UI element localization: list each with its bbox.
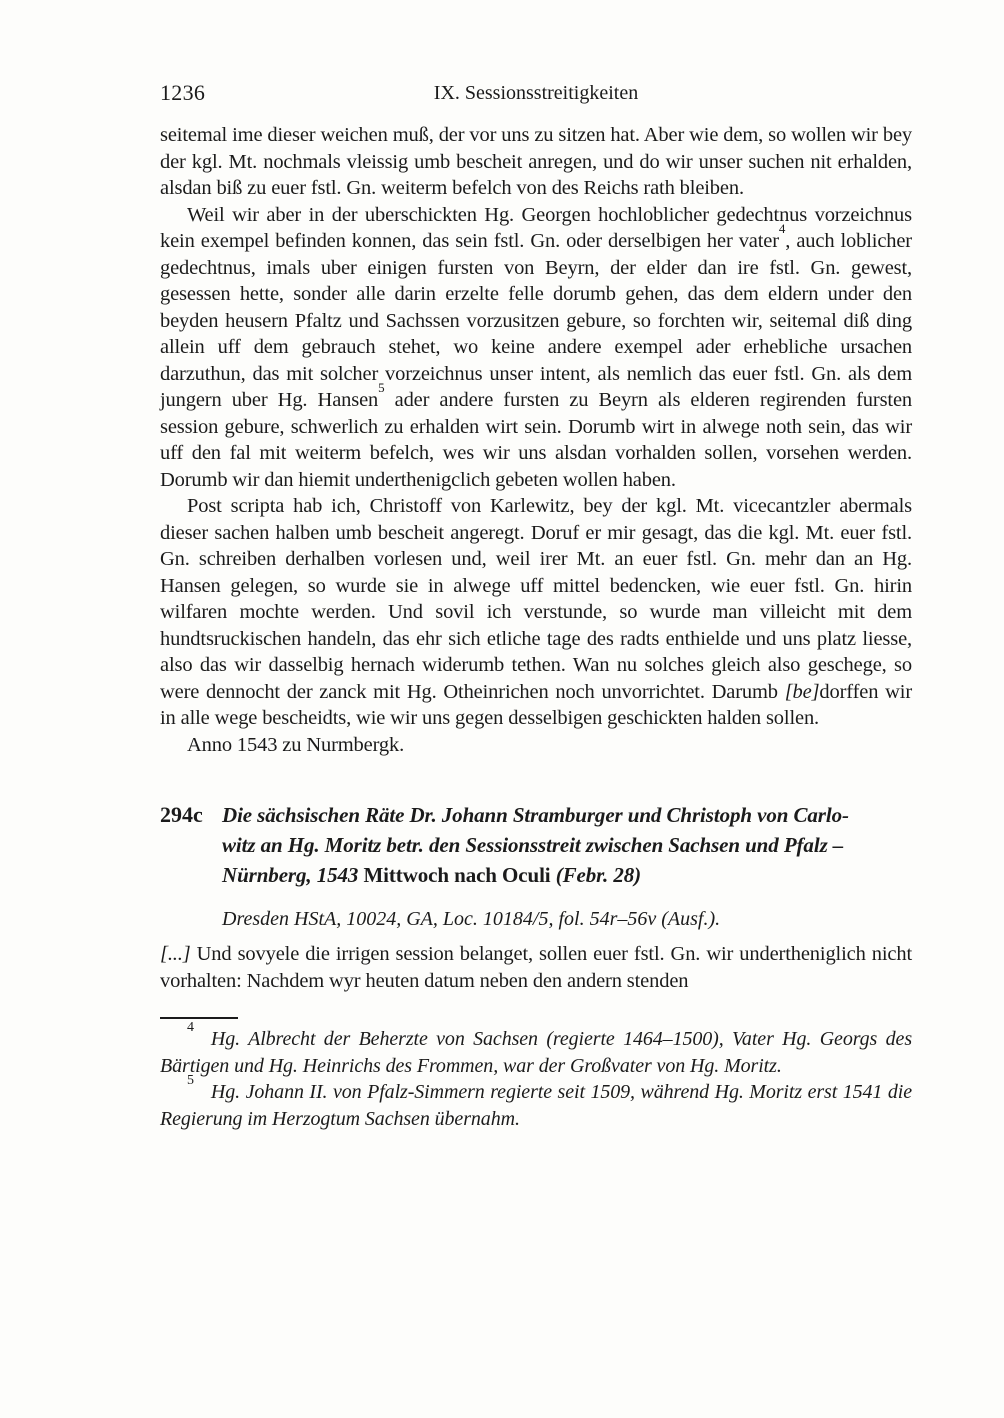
entry-title	[222, 800, 849, 890]
footnote-text: Hg. Johann II. von Pfalz-Simmern regierte seit 1509, während Hg. Moritz erst 1541 die Regierung im Herzogtum Sachsen übernahm.	[160, 1081, 912, 1130]
entry-title-line: Nürnberg, 1543 Mittwoch nach Oculi (Febr. 28)	[222, 863, 642, 887]
running-header	[160, 80, 912, 106]
entry-title-line: witz an Hg. Moritz betr. den Sessionsstreit zwischen Sachsen und Pfalz –	[222, 833, 844, 857]
footnote-number: 5	[187, 1073, 194, 1089]
footnote	[160, 1020, 912, 1079]
footnote-block	[160, 1017, 912, 1132]
text-block	[160, 80, 912, 1132]
footnote	[160, 1073, 912, 1132]
body-paragraph: Weil wir aber in der uberschickten Hg. Georgen hochloblicher gedechtnus vorzeichnus kein exempel befinden konnen, das sein fstl. Gn. oder derselbigen her vater$^4$, auch loblicher gedechtnus, imals uber einigen fursten von Beyrn, der elder dan ire fstl. Gn. gewest, gesessen hette, sonder alle darin erzelte felle dorumb gehen, das dem eldern under den beyden heusern Pfaltz und Sachssen vorzusitzen gebure, so forchten wir, seitemal diß ding allein uff dem gebrauch stehet, wo keine andere exempel ader erhebliche ursachen darzuthun, das mit solcher vorzeichnus unser intent, als nemlich das euer fstl. Gn. als dem jungern uber Hg. Hansen$^5$ ader andere fursten zu Beyrn als elderen regirenden fursten session gebure, schwerlich zu erhalden wirt sein. Dorumb wirt in alwege noth sein, das wir uff den fal mit weiterm befelch, wes wir uns alsdan vorhalden sollen, vorsehen werden. Dorumb wir dan hiemit underthenigclich gebeten wollen haben.	[160, 203, 912, 491]
body-text	[160, 122, 912, 758]
dateline-paragraph: Anno 1543 zu Nurmbergk.	[187, 733, 405, 756]
body-paragraph: Post scripta hab ich, Christoff von Karlewitz, bey der kgl. Mt. vicecantzler abermals dieser sachen halben umb bescheit angeregt. Doruf er mir gesagt, das die kgl. Mt. euer fstl. Gn. schreiben derhalben vorlesen und, weil irer Mt. an euer fstl. Gn. mehr dan an Hg. Hansen gelegen, so wurde sie in alwege uff mittel bedencken, wie euer fstl. Gn. hirin wilfaren mochte werden. Und sovil ich verstunde, so wurde man villeicht mit dem hundtsruckischen handeln, das ehr sich etliche tage des radts enthielde und uns platz liesse, also das wir dasselbig hernach widerumb tethen. Wan nu solches gleich also geschege, so were dennocht der zanck mit Hg. Otheinrichen noch unvorrichtet. Darumb [be]dorffen wir in alle wege bescheidts, wie wir uns gegen desselbigen geschickten halden sollen.	[160, 495, 912, 729]
entry-number: 294c	[160, 802, 203, 827]
body-paragraph: seitemal ime dieser weichen muß, der vor uns zu sitzen hat. Aber wie dem, so wollen wir bey der kgl. Mt. nochmals vleissig umb bescheit anregen, und do wir unser suchen nit erhalden, alsdan biß zu euer fstl. Gn. weiterm befelch von des Reichs rath bleiben.	[160, 124, 912, 199]
footnote-number: 4	[187, 1020, 194, 1036]
footnote-divider	[160, 1017, 238, 1019]
running-title: IX. Sessionsstreitigkeiten	[433, 82, 639, 104]
page-number: 1236	[160, 80, 206, 105]
source-citation: Dresden HStA, 10024, GA, Loc. 10184/5, fol. 54r–56v (Ausf.).	[222, 908, 721, 930]
excerpt-paragraph: [...] Und sovyele die irrigen session belanget, sollen euer fstl. Gn. wir undertheniglich nicht vorhalten: Nachdem wyr heuten datum neben den andern stenden	[160, 943, 912, 992]
entry-title-line: Die sächsischen Räte Dr. Johann Stramburger und Christoph von Carlo-	[222, 803, 849, 827]
entry-heading	[160, 800, 912, 890]
footnote-text: Hg. Albrecht der Beherzte von Sachsen (regierte 1464–1500), Vater Hg. Georgs des Bärtigen und Hg. Heinrichs des Frommen, war der Großvater von Hg. Moritz.	[160, 1028, 912, 1077]
